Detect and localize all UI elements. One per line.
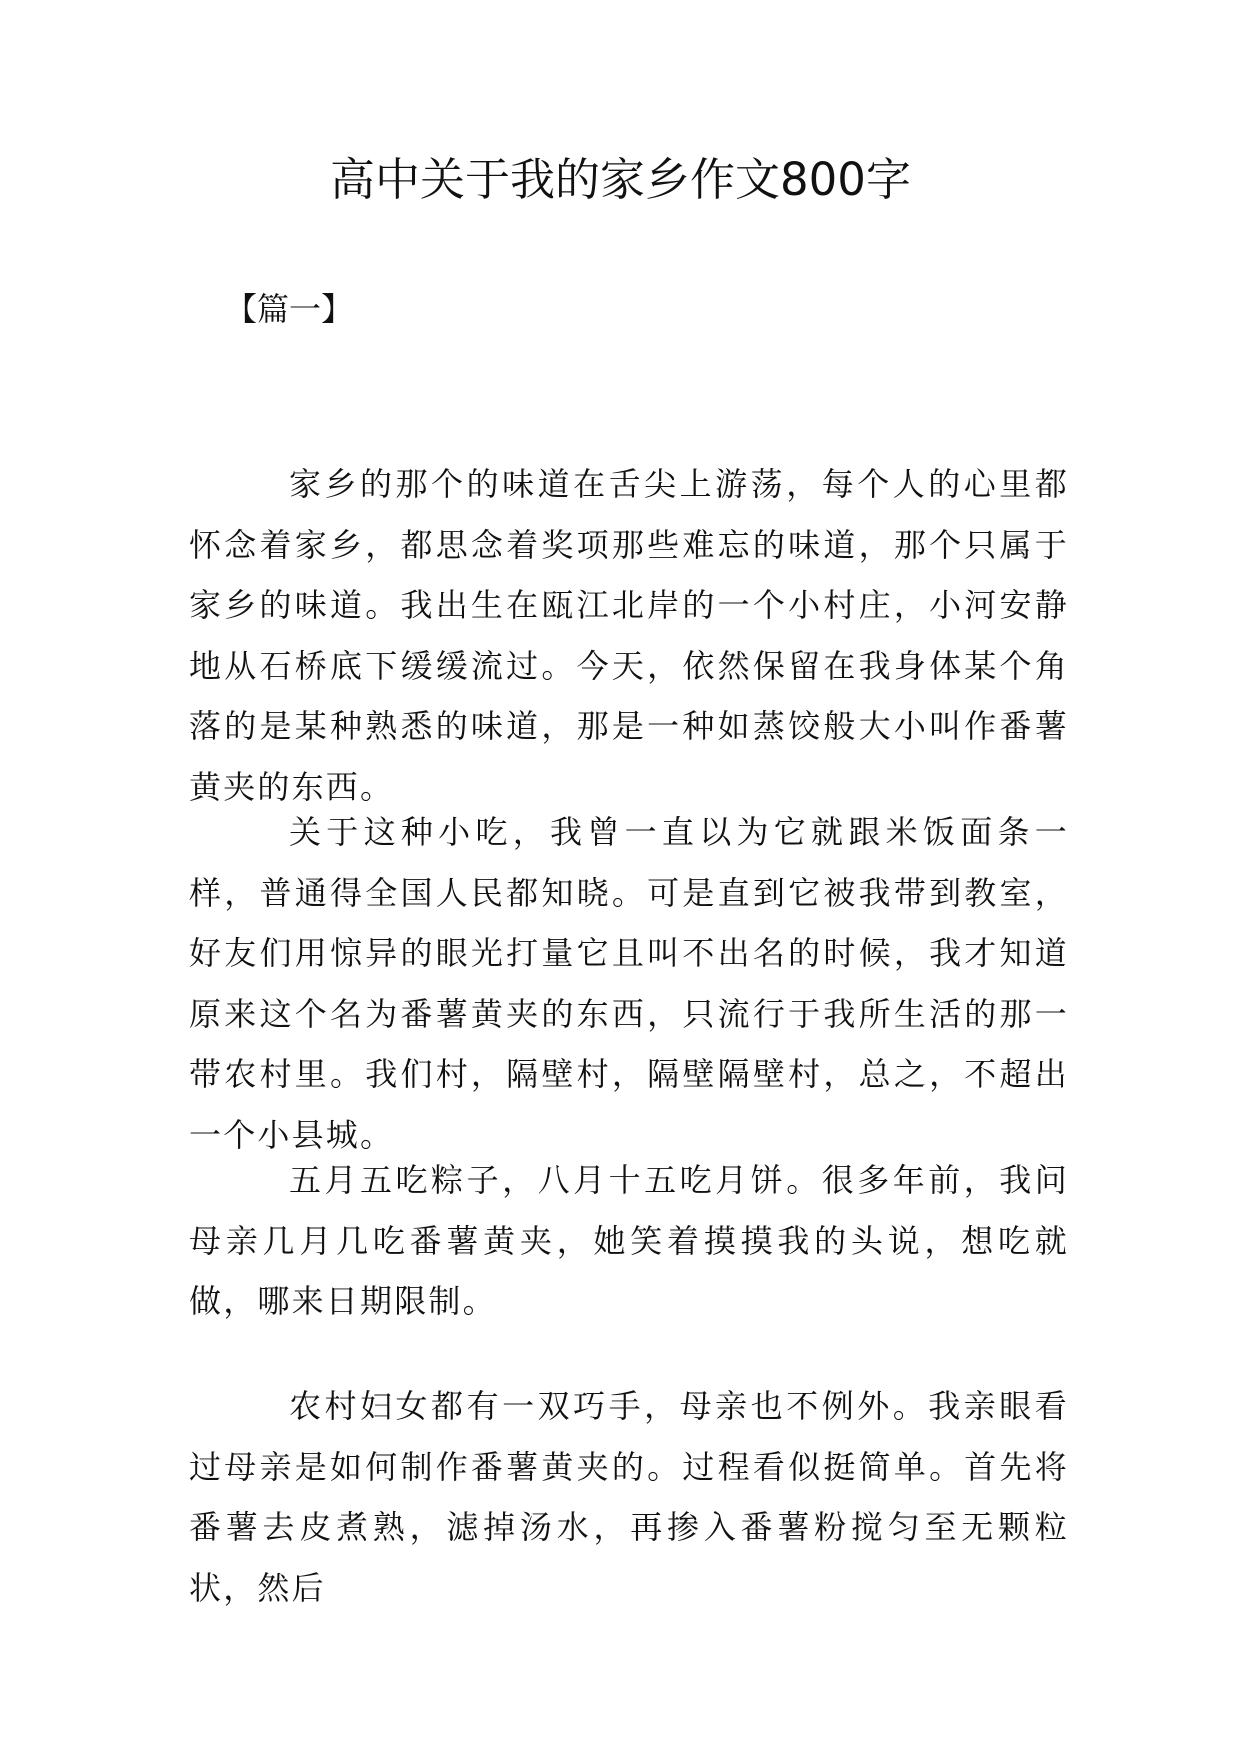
paragraph: 关于这种小吃，我曾一直以为它就跟米饭面条一样，普通得全国人民都知晓。可是直到它被我带到教室，好友们用惊异的眼光打量它且叫不出名的时候，我才知道原来这个名为番薯黄夹的东西，只流行于我所生活的那一带农村里。我们村，隔壁村，隔壁隔壁村，总之，不超出一个小县城。 [189,813,1069,1154]
paragraph-block-3 [189,1150,1069,1332]
paragraph: 农村妇女都有一双巧手，母亲也不例外。我亲眼看过母亲是如何制作番薯黄夹的。过程看似挺简单。首先将番薯去皮煮熟，滤掉汤水，再掺入番薯粉搅匀至无颗粒状，然后 [189,1387,1069,1607]
paragraph: 家乡的那个的味道在舌尖上游荡，每个人的心里都怀念着家乡，都思念着奖项那些难忘的味道，那个只属于家乡的味道。我出生在瓯江北岸的一个小村庄，小河安静地从石桥底下缓缓流过。今天，依然保留在我身体某个角落的是某种熟悉的味道，那是一种如蒸饺般大小叫作番薯黄夹的东西。 [189,465,1069,806]
paragraph-block-4 [189,1376,1069,1618]
page-title: 高中关于我的家乡作文800字 [330,153,911,206]
paragraph-block-2 [189,802,1069,1165]
paragraph-block-1 [189,454,1069,817]
paragraph: 五月五吃粽子，八月十五吃月饼。很多年前，我问母亲几月几吃番薯黄夹，她笑着摸摸我的头说，想吃就做，哪来日期限制。 [189,1161,1069,1320]
section-label: 【篇一】 [225,290,354,328]
